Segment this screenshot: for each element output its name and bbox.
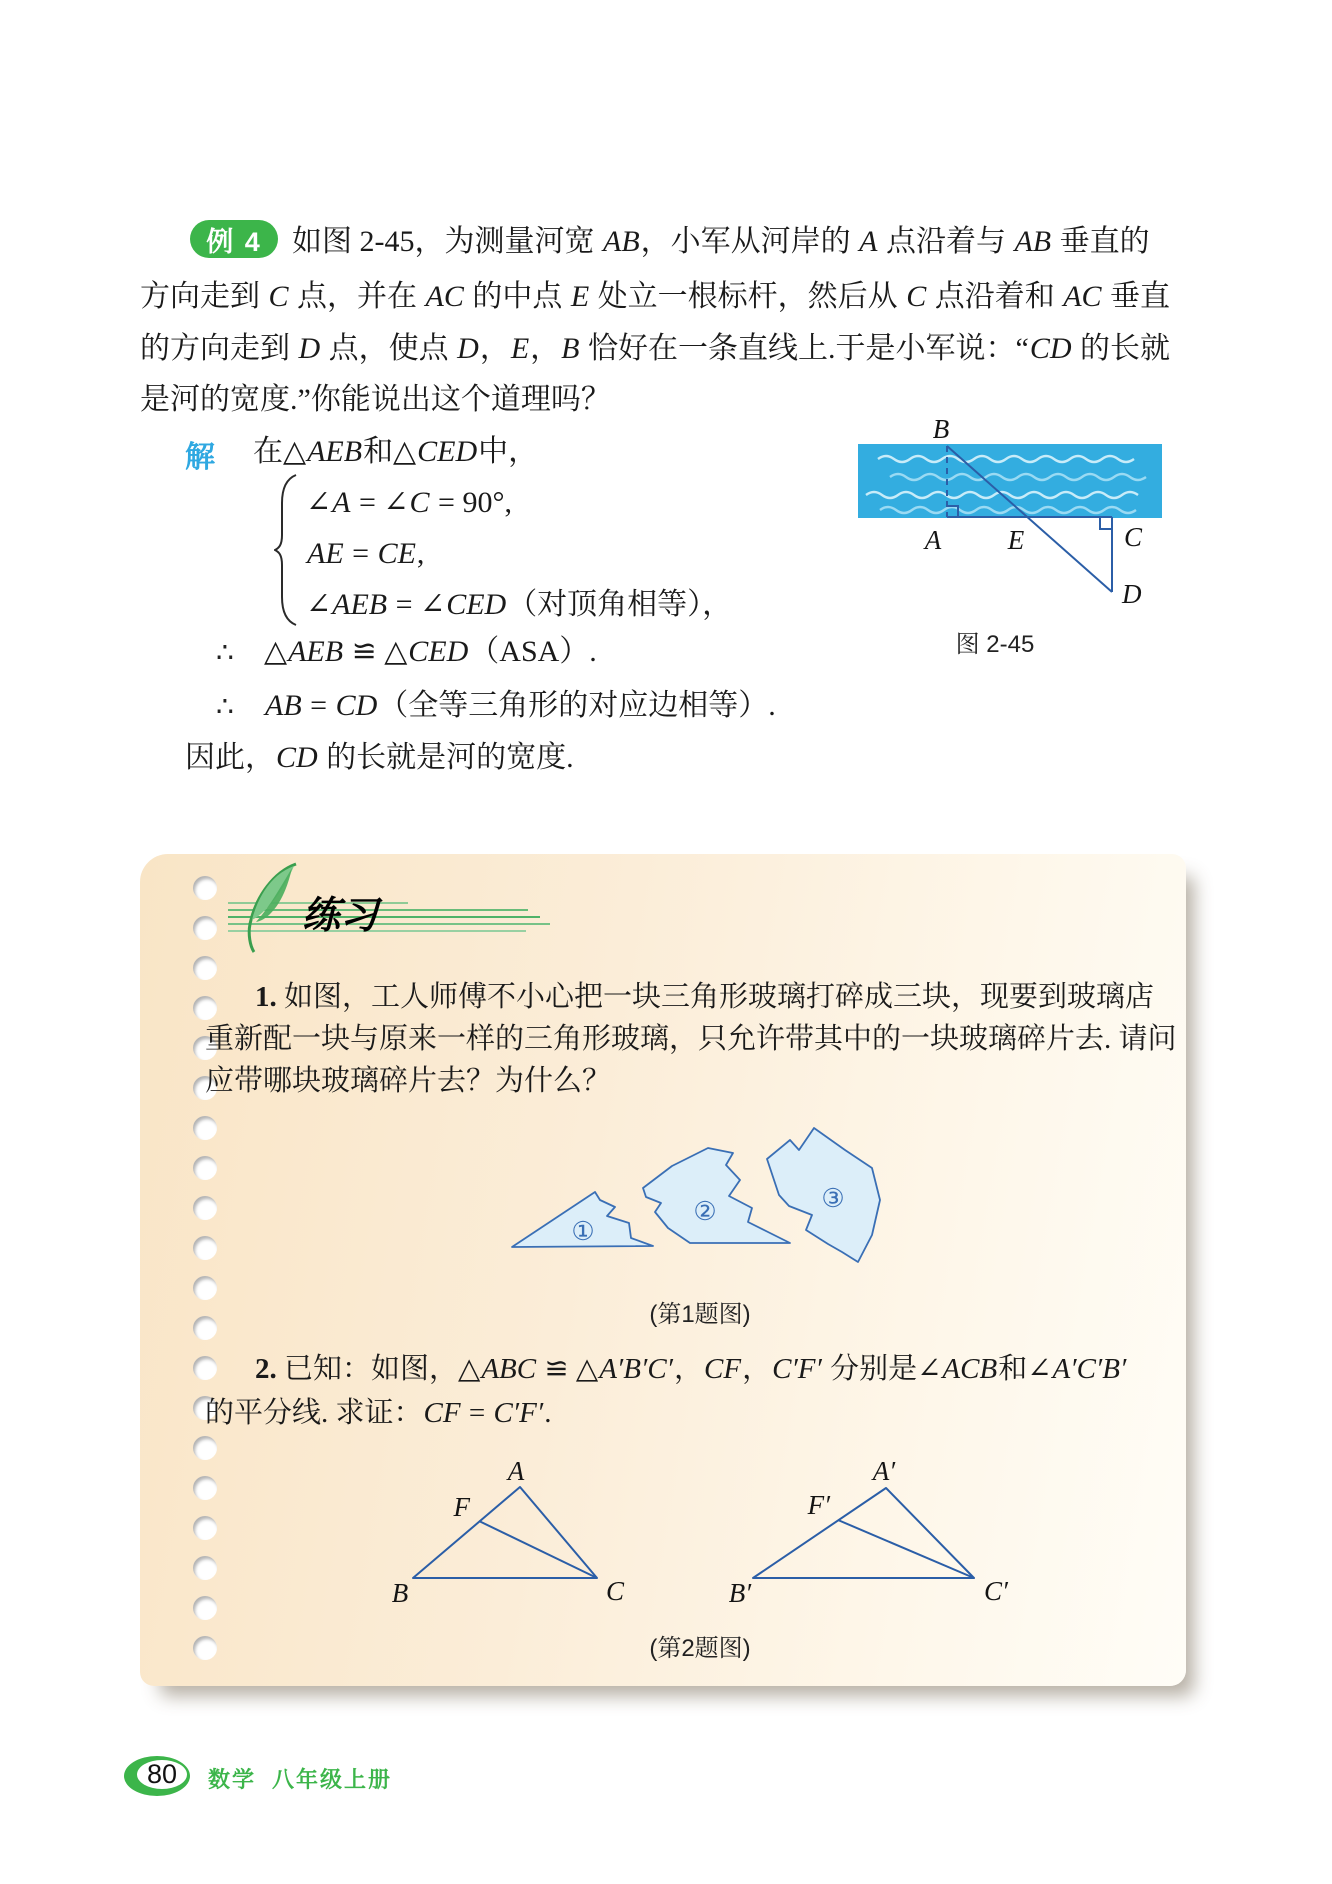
binder-hole <box>193 1196 217 1220</box>
binder-hole <box>193 1156 217 1180</box>
vertex-label-B-prime: B′ <box>728 1578 752 1608</box>
equation-line: ∠A = ∠C = 90°, <box>306 486 512 519</box>
example-text-line: 是河的宽度.”你能说出这个道理吗？ <box>140 383 611 416</box>
solution-intro: 在△AEB和△CED中， <box>253 435 539 468</box>
conclusion-line: AB = CD（全等三角形的对应边相等）. <box>265 689 776 722</box>
piece-number-1: ① <box>571 1217 595 1246</box>
binder-holes <box>193 876 217 1676</box>
binder-hole <box>193 1556 217 1580</box>
right-angle-at-C <box>1100 517 1112 529</box>
vertex-label-A: A <box>507 1456 525 1486</box>
vertex-label-C-prime: C′ <box>984 1576 1008 1606</box>
problem1-line: 重新配一块与原来一样的三角形玻璃，只允许带其中的一块玻璃碎片去. 请问 <box>205 1023 1177 1055</box>
binder-hole <box>193 1596 217 1620</box>
binder-hole <box>193 1276 217 1300</box>
vertex-label-B: B <box>391 1578 409 1608</box>
vertex-label-F-prime: F′ <box>807 1490 830 1520</box>
binder-hole <box>193 996 217 1020</box>
vertex-label-C: C <box>606 1576 625 1606</box>
therefore-symbol: ∴ <box>216 692 234 723</box>
piece-number-2: ② <box>693 1197 717 1226</box>
example-text-line: 如图 2-45，为测量河宽 AB，小军从河岸的 A 点沿着与 AB 垂直的 <box>292 225 1150 258</box>
problem2-line: 2. 已知：如图，△ABC ≌ △A′B′C′，CF，C′F′ 分别是∠ACB和∠A′C′B′ <box>255 1353 1127 1385</box>
cevian-CF <box>479 1521 597 1578</box>
conclusion-line: 因此，CD 的长就是河的宽度. <box>185 741 574 774</box>
binder-hole <box>193 916 217 940</box>
equation-line: ∠AEB = ∠CED（对顶角相等）， <box>306 588 733 621</box>
vertex-label-A-prime: A′ <box>872 1456 896 1486</box>
page-number: 80 <box>137 1760 187 1789</box>
binder-hole <box>193 1236 217 1260</box>
binder-hole <box>193 956 217 980</box>
equation-line: AE = CE, <box>307 537 425 570</box>
point-label-A: A <box>924 525 942 555</box>
piece-number-3: ③ <box>821 1184 845 1213</box>
point-label-E: E <box>1007 525 1025 555</box>
problem1-figure-caption: (第1题图) <box>649 1301 751 1328</box>
binder-hole <box>193 1636 217 1660</box>
book-volume: 八年级上册 <box>272 1767 393 1792</box>
book-title <box>208 1763 408 1794</box>
vertex-label-F: F <box>453 1492 470 1522</box>
point-label-C: C <box>1124 522 1143 552</box>
conclusion-line: △AEB ≌ △CED（ASA）. <box>264 635 597 668</box>
problem2-line: 的平分线. 求证：CF = C′F′. <box>205 1397 552 1429</box>
problem1-line: 应带哪块玻璃碎片去？为什么？ <box>205 1065 612 1097</box>
example-text-line: 的方向走到 D 点，使点 D，E，B 恰好在一条直线上.于是小军说：“CD 的长就 <box>140 332 1171 365</box>
point-label-D: D <box>1122 579 1142 609</box>
book-subject: 数学 <box>208 1767 257 1792</box>
solution-label: 解 <box>185 441 215 474</box>
cevian-CpFp <box>838 1520 974 1578</box>
point-label-B: B <box>932 414 950 444</box>
problem1-line: 1. 如图，工人师傅不小心把一块三角形玻璃打碎成三块，现要到玻璃店 <box>255 981 1155 1013</box>
system-brace <box>274 472 304 628</box>
binder-hole <box>193 1356 217 1380</box>
binder-hole <box>193 1316 217 1340</box>
practice-header: 练习 <box>302 895 379 937</box>
page-number-ellipse <box>124 1756 190 1796</box>
example-badge: 例 4 <box>190 220 278 258</box>
therefore-symbol: ∴ <box>216 638 234 669</box>
binder-hole <box>193 1116 217 1140</box>
binder-hole <box>193 1436 217 1460</box>
binder-hole <box>193 876 217 900</box>
problem2-figure-caption: (第2题图) <box>649 1635 751 1662</box>
triangles-figure <box>370 1448 1030 1616</box>
binder-hole <box>193 1516 217 1540</box>
example-text-line: 方向走到 C 点，并在 AC 的中点 E 处立一根标杆，然后从 C 点沿着和 AC 垂直 <box>140 280 1171 313</box>
figure-caption: 图 2-45 <box>955 631 1035 658</box>
binder-hole <box>193 1476 217 1500</box>
glass-fragments-figure <box>490 1118 900 1273</box>
